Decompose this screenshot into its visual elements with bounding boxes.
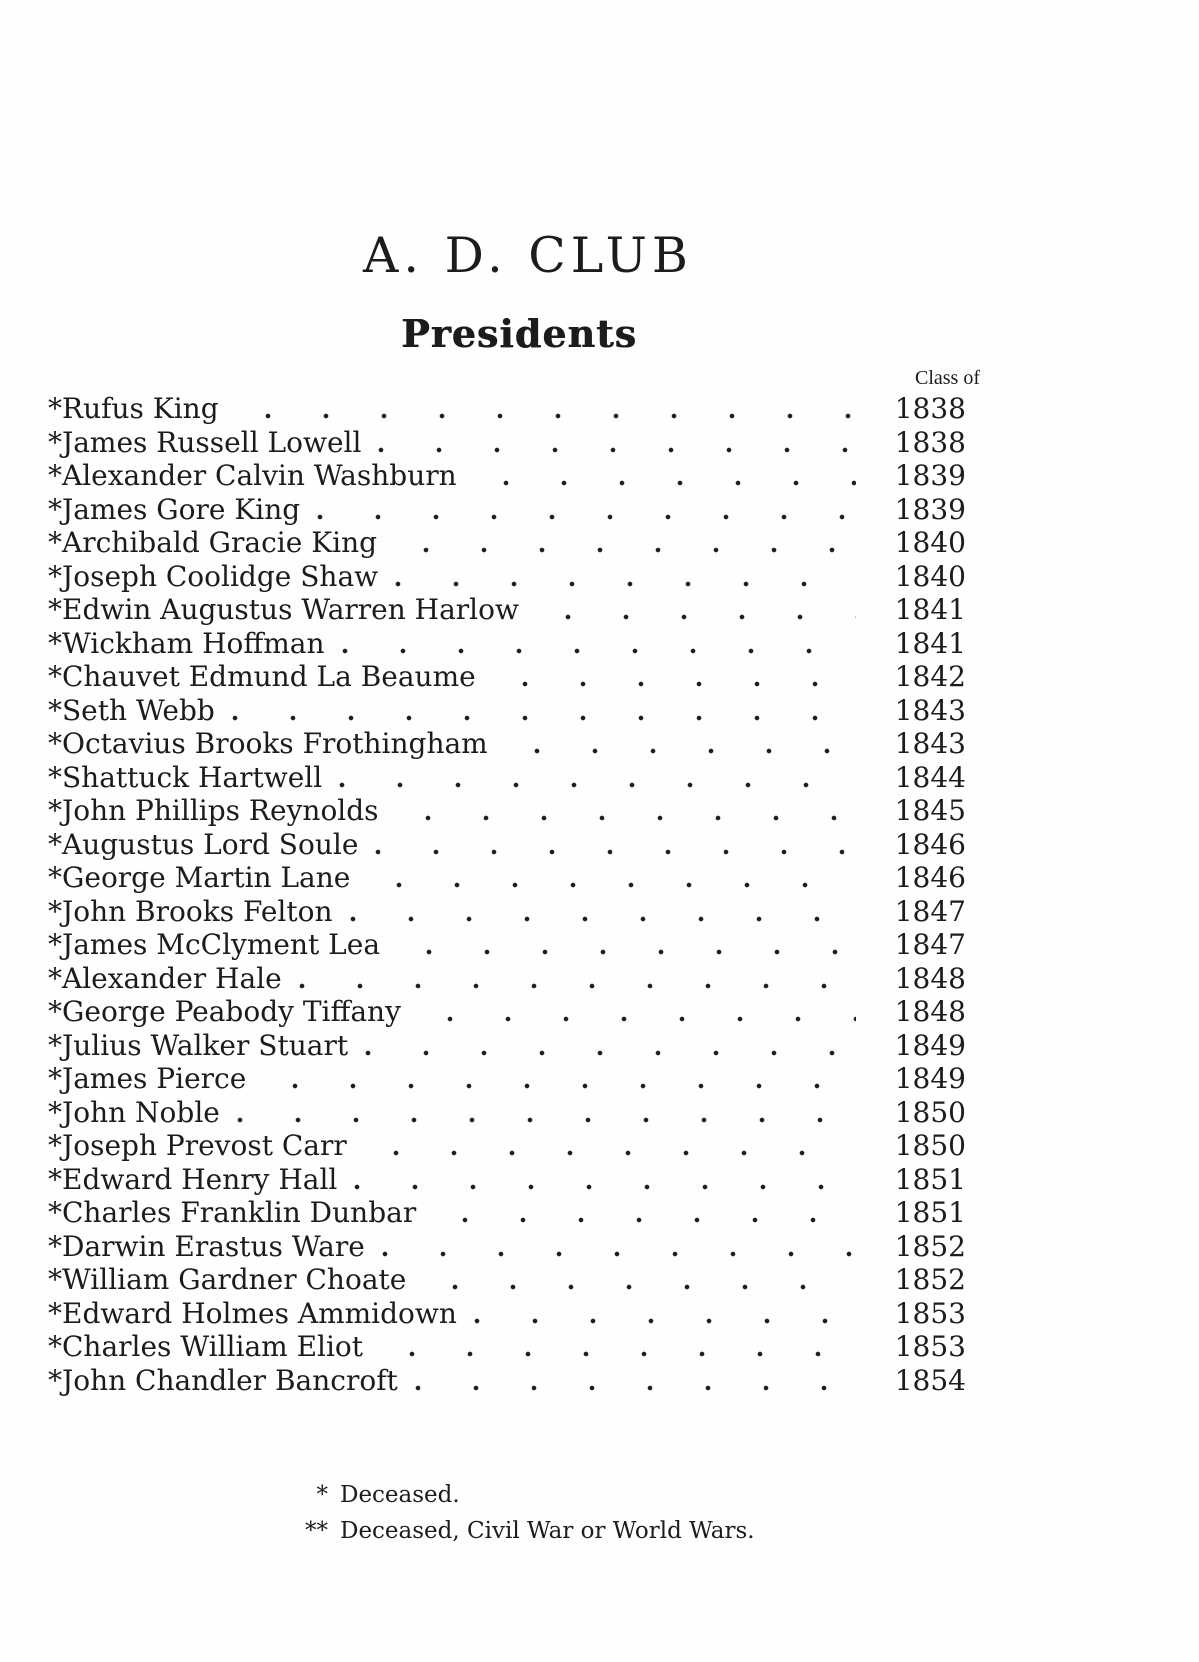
class-year: 1852	[894, 1263, 966, 1296]
dot-leader	[410, 1364, 856, 1398]
table-row	[48, 1096, 980, 1130]
footnote-row	[48, 1513, 980, 1549]
table-row	[48, 526, 980, 560]
class-year: 1848	[894, 961, 966, 995]
dot-leader	[389, 526, 856, 560]
table-row	[48, 962, 980, 996]
page-title: A. D. CLUB	[363, 227, 693, 284]
footnote-marker: *	[316, 1482, 328, 1508]
president-name: *Chauvet Edmund La Beaume	[48, 660, 476, 693]
page-content	[48, 0, 980, 1549]
president-name: *Charles Franklin Dunbar	[48, 1196, 417, 1229]
dot-leader	[370, 828, 856, 862]
class-year: 1853	[894, 1296, 966, 1330]
table-row	[48, 1062, 980, 1096]
dot-leader	[418, 1263, 856, 1297]
table-row	[48, 861, 980, 895]
footnote-text: Deceased, Civil War or World Wars.	[340, 1518, 755, 1544]
dot-leader	[360, 1029, 856, 1063]
class-year: 1843	[894, 693, 966, 727]
class-year: 1852	[894, 1229, 966, 1263]
dot-leader	[362, 861, 856, 895]
president-name: *George Peabody Tiffany	[48, 995, 401, 1028]
dot-leader	[294, 962, 856, 996]
president-name: *Wickham Hoffman	[48, 626, 325, 660]
class-year: 1846	[894, 861, 966, 894]
class-year: 1847	[894, 928, 966, 961]
table-row	[48, 1330, 980, 1364]
dot-leader	[428, 1196, 856, 1230]
table-row	[48, 694, 980, 728]
class-year: 1840	[894, 526, 966, 559]
dot-leader	[232, 1096, 856, 1130]
president-name: *Rufus King	[48, 392, 219, 425]
table-row	[48, 660, 980, 694]
president-name: *Archibald Gracie King	[48, 526, 378, 559]
class-year: 1838	[894, 425, 966, 459]
dot-leader	[349, 1163, 856, 1197]
class-year: 1851	[894, 1196, 966, 1229]
president-name: *Edwin Augustus Warren Harlow	[48, 593, 519, 626]
dot-leader	[337, 627, 856, 661]
president-name: *Joseph Prevost Carr	[48, 1129, 347, 1162]
footnote-marker: **	[305, 1518, 328, 1544]
class-year: 1841	[894, 593, 966, 626]
dot-leader	[469, 1297, 856, 1331]
table-row	[48, 928, 980, 962]
class-year: 1854	[894, 1363, 966, 1397]
table-row	[48, 995, 980, 1029]
column-header-class-of: Class of	[915, 367, 980, 389]
dot-leader	[312, 493, 856, 527]
dot-leader	[390, 560, 856, 594]
president-name: *James Pierce	[48, 1062, 247, 1095]
president-name: *Joseph Coolidge Shaw	[48, 559, 379, 593]
class-year: 1844	[894, 760, 966, 794]
table-row	[48, 560, 980, 594]
dot-leader	[258, 1062, 856, 1096]
footnote-row	[48, 1477, 980, 1513]
dot-leader	[488, 660, 856, 694]
table-row	[48, 761, 980, 795]
president-name: *George Martin Lane	[48, 861, 351, 894]
dot-leader	[413, 995, 856, 1029]
class-year: 1839	[894, 492, 966, 526]
dot-leader	[227, 694, 856, 728]
table-row	[48, 1297, 980, 1331]
table-row	[48, 1263, 980, 1297]
president-name: *Shattuck Hartwell	[48, 760, 323, 794]
president-name: *James Gore King	[48, 492, 301, 526]
table-row	[48, 392, 980, 426]
dot-leader	[373, 426, 856, 460]
class-year: 1838	[894, 392, 966, 425]
table-row	[48, 426, 980, 460]
table-row	[48, 794, 980, 828]
table-row	[48, 895, 980, 929]
class-year: 1851	[894, 1162, 966, 1196]
class-year: 1848	[894, 995, 966, 1028]
class-year: 1841	[894, 626, 966, 660]
class-year: 1850	[894, 1129, 966, 1162]
section-heading-presidents: Presidents	[401, 311, 637, 356]
president-name: *John Phillips Reynolds	[48, 794, 379, 827]
class-year: 1840	[894, 559, 966, 593]
table-row	[48, 459, 980, 493]
dot-leader	[375, 1330, 856, 1364]
table-row	[48, 828, 980, 862]
dot-leader	[231, 392, 856, 426]
dot-leader	[531, 593, 856, 627]
dot-leader	[377, 1230, 856, 1264]
president-name: *Seth Webb	[48, 693, 215, 727]
president-name: *John Noble	[48, 1095, 220, 1129]
table-row	[48, 1029, 980, 1063]
president-name: *Alexander Hale	[48, 961, 282, 995]
president-name: *Alexander Calvin Washburn	[48, 459, 457, 492]
table-row	[48, 727, 980, 761]
footnotes	[48, 1477, 980, 1549]
table-row	[48, 493, 980, 527]
president-name: *Augustus Lord Soule	[48, 827, 359, 861]
table-row	[48, 1364, 980, 1398]
class-year: 1853	[894, 1330, 966, 1363]
table-row	[48, 627, 980, 661]
president-name: *John Chandler Bancroft	[48, 1363, 398, 1397]
class-year: 1850	[894, 1095, 966, 1129]
table-row	[48, 593, 980, 627]
president-name: *William Gardner Choate	[48, 1263, 407, 1296]
president-name: *Darwin Erastus Ware	[48, 1229, 365, 1263]
class-year: 1842	[894, 660, 966, 693]
table-row	[48, 1230, 980, 1264]
dot-leader	[392, 928, 856, 962]
class-year: 1846	[894, 827, 966, 861]
president-name: *John Brooks Felton	[48, 894, 333, 928]
dot-leader	[469, 459, 856, 493]
class-year: 1847	[894, 894, 966, 928]
table-row	[48, 1196, 980, 1230]
class-year: 1839	[894, 459, 966, 492]
president-name: *Edward Holmes Ammidown	[48, 1296, 457, 1330]
dot-leader	[500, 727, 856, 761]
president-name: *Julius Walker Stuart	[48, 1028, 349, 1062]
class-year: 1849	[894, 1062, 966, 1095]
president-name: *James McClyment Lea	[48, 928, 381, 961]
president-name: *Edward Henry Hall	[48, 1162, 338, 1196]
dot-leader	[359, 1129, 856, 1163]
class-year: 1845	[894, 794, 966, 827]
presidents-list	[48, 392, 980, 1397]
class-year: 1849	[894, 1028, 966, 1062]
table-row	[48, 1129, 980, 1163]
footnote-text: Deceased.	[340, 1482, 460, 1508]
dot-leader	[334, 761, 856, 795]
class-year: 1843	[894, 727, 966, 760]
dot-leader	[345, 895, 856, 929]
president-name: *Charles William Eliot	[48, 1330, 364, 1363]
table-row	[48, 1163, 980, 1197]
president-name: *James Russell Lowell	[48, 425, 362, 459]
president-name: *Octavius Brooks Frothingham	[48, 727, 488, 760]
dot-leader	[391, 794, 856, 828]
